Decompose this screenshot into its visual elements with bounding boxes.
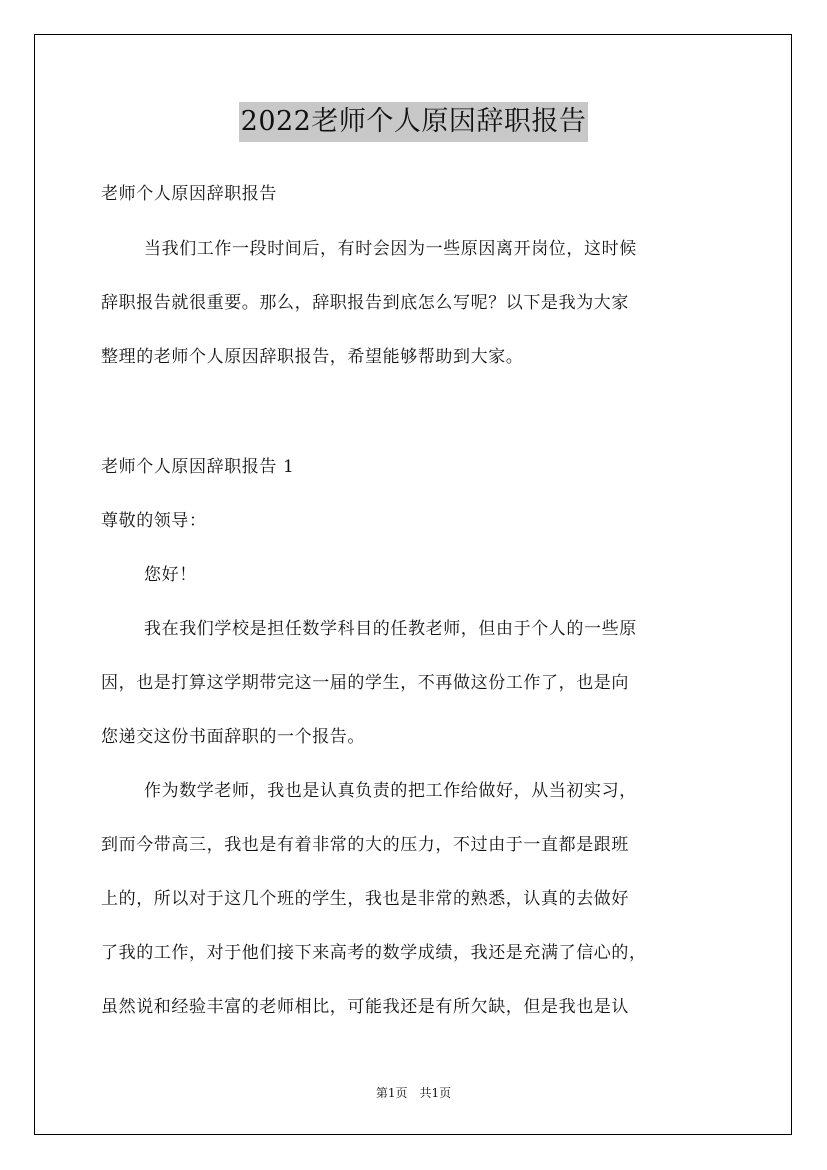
paragraph1-line-2: 因，也是打算这学期带完这一届的学生，不再做这份工作了，也是向 xyxy=(101,673,629,693)
greeting: 您好！ xyxy=(144,565,197,585)
page-total: 共1页 xyxy=(419,1086,452,1100)
page-footer xyxy=(0,1084,827,1101)
paragraph2-line-5: 虽然说和经验丰富的老师相比，可能我还是有所欠缺，但是我也是认 xyxy=(101,997,629,1017)
paragraph1-line-1: 我在我们学校是担任数学科目的任教老师，但由于个人的一些原 xyxy=(144,619,637,639)
page-number: 第1页 xyxy=(375,1086,408,1100)
paragraph2-line-3: 上的，所以对于这几个班的学生，我也是非常的熟悉，认真的去做好 xyxy=(101,889,629,909)
section-heading: 老师个人原因辞职报告 1 xyxy=(101,457,295,477)
title-container xyxy=(0,102,827,142)
paragraph1-line-3: 您递交这份书面辞职的一个报告。 xyxy=(101,727,365,747)
document-title: 2022老师个人原因辞职报告 xyxy=(239,102,589,142)
paragraph2-line-4: 了我的工作，对于他们接下来高考的数学成绩，我还是充满了信心的， xyxy=(101,943,647,963)
subtitle: 老师个人原因辞职报告 xyxy=(101,184,277,204)
intro-line-3: 整理的老师个人原因辞职报告，希望能够帮助到大家。 xyxy=(101,347,524,367)
paragraph2-line-2: 到而今带高三，我也是有着非常的大的压力，不过由于一直都是跟班 xyxy=(101,835,629,855)
paragraph2-line-1: 作为数学老师，我也是认真负责的把工作给做好，从当初实习， xyxy=(144,781,637,801)
intro-line-1: 当我们工作一段时间后，有时会因为一些原因离开岗位，这时候 xyxy=(144,239,637,259)
intro-line-2: 辞职报告就很重要。那么，辞职报告到底怎么写呢？以下是我为大家 xyxy=(101,293,629,313)
salutation: 尊敬的领导： xyxy=(101,511,207,531)
